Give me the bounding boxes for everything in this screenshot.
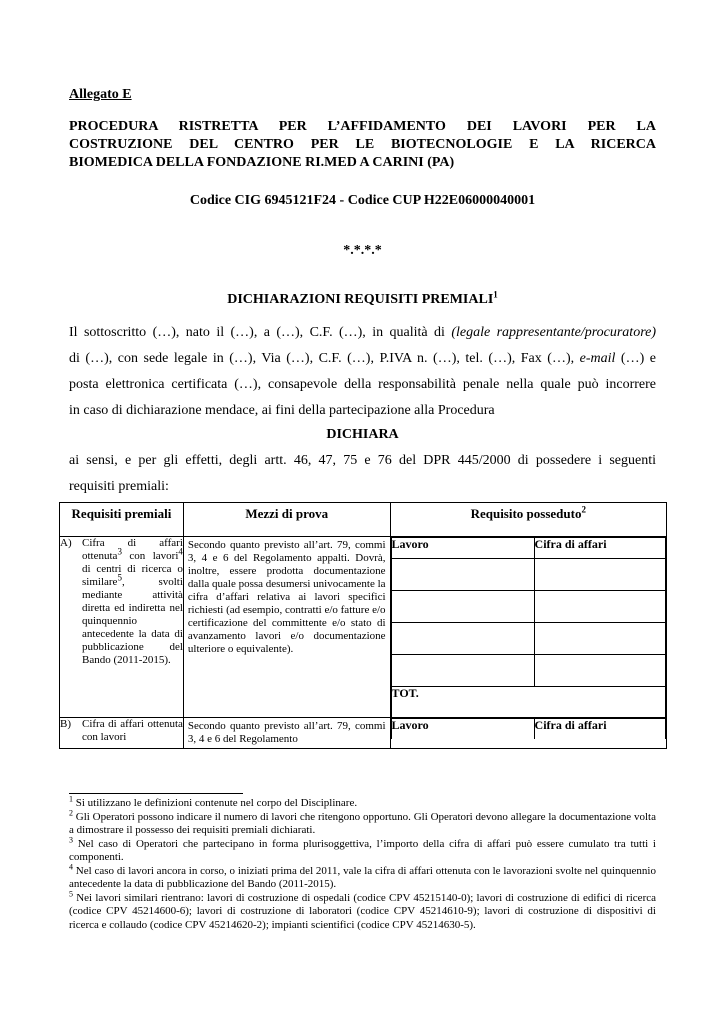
paragraph-line: posta elettronica certificata (…), consapevole della responsabilità penale nella quale può incorrere: [69, 377, 656, 392]
subtable-header: [391, 538, 665, 559]
mezzi-text: Secondo quanto previsto all’art. 79, commi 3, 4 e 6 del Regolamento: [187, 720, 386, 745]
requirements-table: [59, 502, 667, 749]
section-title-text: DICHIARAZIONI REQUISITI PREMIALI: [227, 292, 494, 307]
text-run: (…) e: [615, 351, 656, 366]
total-row: [391, 687, 665, 718]
lavoro-input-row: [391, 655, 665, 687]
paragraph-line: in caso di dichiarazione mendace, ai fini della partecipazione alla Procedura: [69, 403, 495, 418]
lavoro-input-row: [391, 591, 665, 623]
dichiara-paragraph: [69, 448, 656, 500]
separator: *.*.*.*: [343, 243, 382, 258]
title-line-3: BIOMEDICA DELLA FONDAZIONE RI.MED A CARINI (PA): [69, 155, 455, 170]
footnote-number: 5: [69, 888, 73, 898]
italic-run: e-mail: [579, 351, 616, 366]
footnote-text: Nel caso di Operatori che partecipano in forma plurisoggettiva, l’importo della cifra di affari può essere cumulato tra tutti i componenti.: [69, 837, 656, 863]
mezzi-cell: [183, 718, 390, 749]
dichiara-heading: DICHIARA: [326, 427, 399, 442]
footnote-ref-1: 1: [493, 289, 498, 300]
text-run: Il sottoscritto (…), nato il (…), a (…), C.F. (…), in qualità di: [69, 325, 452, 340]
lavoro-field[interactable]: [391, 655, 534, 687]
footnote-number: 1: [69, 794, 73, 804]
table-header-row: [60, 503, 667, 537]
header-posseduto-text: Requisito posseduto: [470, 506, 582, 521]
row-letter: A): [60, 537, 72, 549]
cifra-label: Cifra di affari: [534, 538, 665, 559]
codice-cig-cup: Codice CIG 6945121F24 - Codice CUP H22E06000040001: [189, 193, 536, 208]
cifra-field[interactable]: [534, 591, 665, 623]
lavori-subtable: [391, 718, 666, 739]
paragraph-line: [69, 320, 656, 346]
paragraph-line: [69, 346, 656, 372]
footnote-text: Si utilizzano le definizioni contenute nel corpo del Disciplinare.: [73, 797, 358, 809]
footnote-ref-2: 2: [581, 504, 586, 515]
subtable-header: [391, 719, 665, 740]
footnote-ref-3: 3: [117, 546, 122, 557]
text-run: , svolti mediante attività diretta ed indiretta nel quinquennio antecedente la data di pubblicazione del Bando (2011-2015).: [82, 576, 183, 666]
lavoro-field[interactable]: [391, 591, 534, 623]
lavoro-label: Lavoro: [391, 719, 534, 740]
footnote: [69, 807, 656, 838]
header-requisiti: Requisiti premiali: [60, 503, 184, 537]
lavori-subtable: [391, 537, 666, 717]
footnote-separator: [69, 793, 243, 794]
table-row: [60, 537, 667, 718]
lavoro-field[interactable]: [391, 623, 534, 655]
footnote-text: Nel caso di lavori ancora in corso, o iniziati prima del 2011, vale la cifra di affari ottenuta con le lavorazioni svolte nel quinquennio antecedente la data di pubblicazione del Bando (2011-2015).: [69, 864, 656, 890]
footnote-text: Nei lavori similari rientrano: lavori di costruzione di ospedali (codice CPV 45215140-0); lavori di costruzione di edifici di ricerca (codice CPV 45214600-6); lavori di costruzione di laboratori (codice CPV 45214610-9); lavori di costruzione di dispositivi di ricerca e collaudo (codice CPV 45214620-2); impianti scientifici (codice CPV 45214630-5).: [69, 891, 656, 931]
header-posseduto: [390, 503, 666, 537]
title-line-1: PROCEDURA RISTRETTA PER L’AFFIDAMENTO DEI LAVORI PER LA: [69, 119, 656, 134]
text-run: di centri di ricerca o similare: [82, 563, 183, 588]
requisito-text: Cifra di affari ottenuta con lavori: [82, 718, 183, 743]
italic-run: (legale rappresentante/procuratore): [451, 325, 657, 340]
footnote-number: 4: [69, 861, 73, 871]
text-run: Cifra di affari ottenuta: [82, 537, 183, 562]
row-letter: B): [60, 718, 71, 730]
cifra-field[interactable]: [534, 655, 665, 687]
footnote: [69, 834, 656, 865]
declarant-paragraph: [69, 320, 656, 424]
total-label: TOT.: [391, 687, 665, 718]
requisito-cell: [60, 718, 184, 749]
lavoro-input-row: [391, 623, 665, 655]
lavoro-label: Lavoro: [391, 538, 534, 559]
posseduto-cell: [390, 718, 666, 749]
requisito-cell: [60, 537, 184, 718]
title-line-2: COSTRUZIONE DEL CENTRO PER LE BIOTECNOLOGIE E LA RICERCA: [69, 137, 656, 152]
cifra-label: Cifra di affari: [534, 719, 665, 740]
lavoro-field[interactable]: [391, 559, 534, 591]
paragraph-line: ai sensi, e per gli effetti, degli artt. 46, 47, 75 e 76 del DPR 445/2000 di possedere i seguenti: [69, 453, 656, 468]
footnote-ref-4: 4: [178, 546, 183, 557]
footnotes: [69, 794, 656, 932]
footnote-text: Gli Operatori possono indicare il numero di lavori che ritengono opportuno. Gli Operatori devono allegare la documentazione volta a dimostrare il possesso dei requisiti premiali dichiarati.: [69, 810, 656, 836]
footnote: [69, 794, 656, 811]
paragraph-line: requisiti premiali:: [69, 479, 169, 494]
section-title: [69, 289, 656, 308]
text-run: di (…), con sede legale in (…), Via (…), C.F. (…), P.IVA n. (…), tel. (…), Fax (…),: [69, 351, 580, 366]
footnote-number: 3: [69, 834, 73, 844]
mezzi-text: Secondo quanto previsto all’art. 79, commi 3, 4 e 6 del Regolamento appalti. Dovrà, inoltre, essere prodotta documentazione dalla quale possa desumersi univocamente la cifra d’affari relativa ai lavori specifici richiesti (ad esempio, contratti e/o fatture e/o certificazione del committente e/o stato di avanzamento lavori e/o documentazione ulteriore o equivalente).: [187, 539, 386, 655]
allegato-label: Allegato E: [69, 87, 132, 102]
posseduto-cell: [390, 537, 666, 718]
footnote: [69, 888, 656, 933]
text-run: con lavori: [121, 550, 179, 562]
cifra-field[interactable]: [534, 559, 665, 591]
requisito-text: [82, 537, 183, 667]
footnote: [69, 861, 656, 892]
document-title: [69, 118, 656, 172]
footnote-number: 2: [69, 807, 73, 817]
cifra-field[interactable]: [534, 623, 665, 655]
footnote-ref-5: 5: [117, 572, 122, 583]
header-mezzi: Mezzi di prova: [183, 503, 390, 537]
mezzi-cell: [183, 537, 390, 718]
lavoro-input-row: [391, 559, 665, 591]
table-row: [60, 718, 667, 749]
